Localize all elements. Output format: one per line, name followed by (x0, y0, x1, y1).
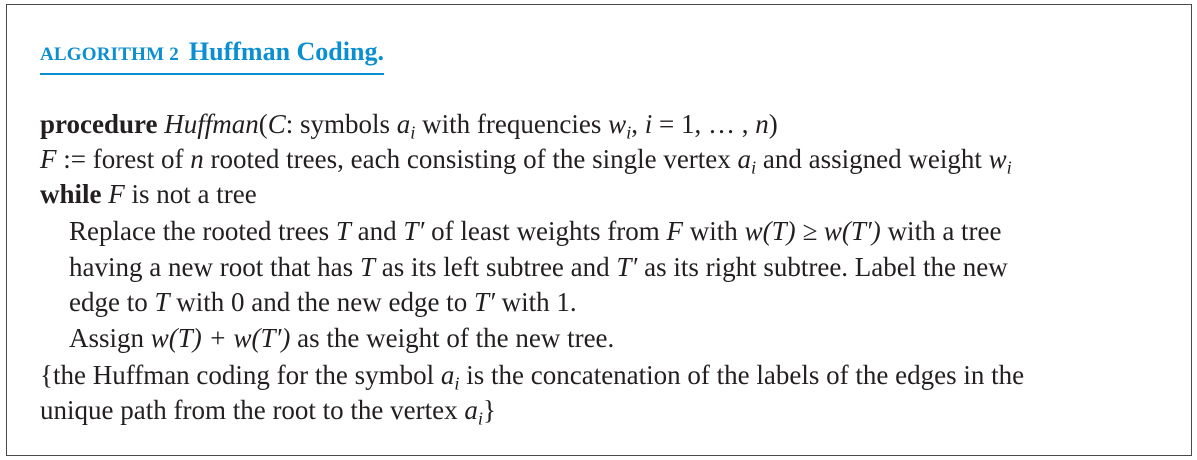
while-line: while F is not a tree (40, 179, 257, 209)
algorithm-title: Huffman Coding. (188, 37, 384, 66)
keyword-procedure: procedure (40, 109, 158, 139)
comment-line-1: {the Huffman coding for the symbol $a_i$ is the concatenation of the labels of the edges in the (40, 360, 1025, 394)
replace-line: Replace the rooted trees T and T′ of least weights from F with w(T) ≥ w(T′) with a tree (69, 216, 1002, 246)
keyword-while: while (40, 179, 102, 209)
procedure-line: procedure Huffman(C: symbols $a_i$ with frequencies $w_i$, i = 1, … , n) (40, 109, 778, 143)
comment-line-2: unique path from the root to the vertex $a_i$} (40, 395, 496, 429)
label-edge-line: edge to T with 0 and the new edge to T′ with 1. (69, 287, 577, 317)
procedure-name: Huffman (164, 109, 259, 139)
assign-line: Assign w(T) + w(T′) as the weight of the new tree. (69, 323, 615, 353)
forest-init-line: F := forest of n rooted trees, each consisting of the single vertex $a_i$ and assigned weight $w_i$ (40, 144, 1012, 178)
algorithm-heading (40, 37, 384, 75)
algorithm-label: ALGORITHM 2 (40, 44, 179, 65)
new-root-line: having a new root that has T as its left subtree and T′ as its right subtree. Label the new (69, 252, 1008, 282)
algorithm-box (6, 4, 1192, 456)
